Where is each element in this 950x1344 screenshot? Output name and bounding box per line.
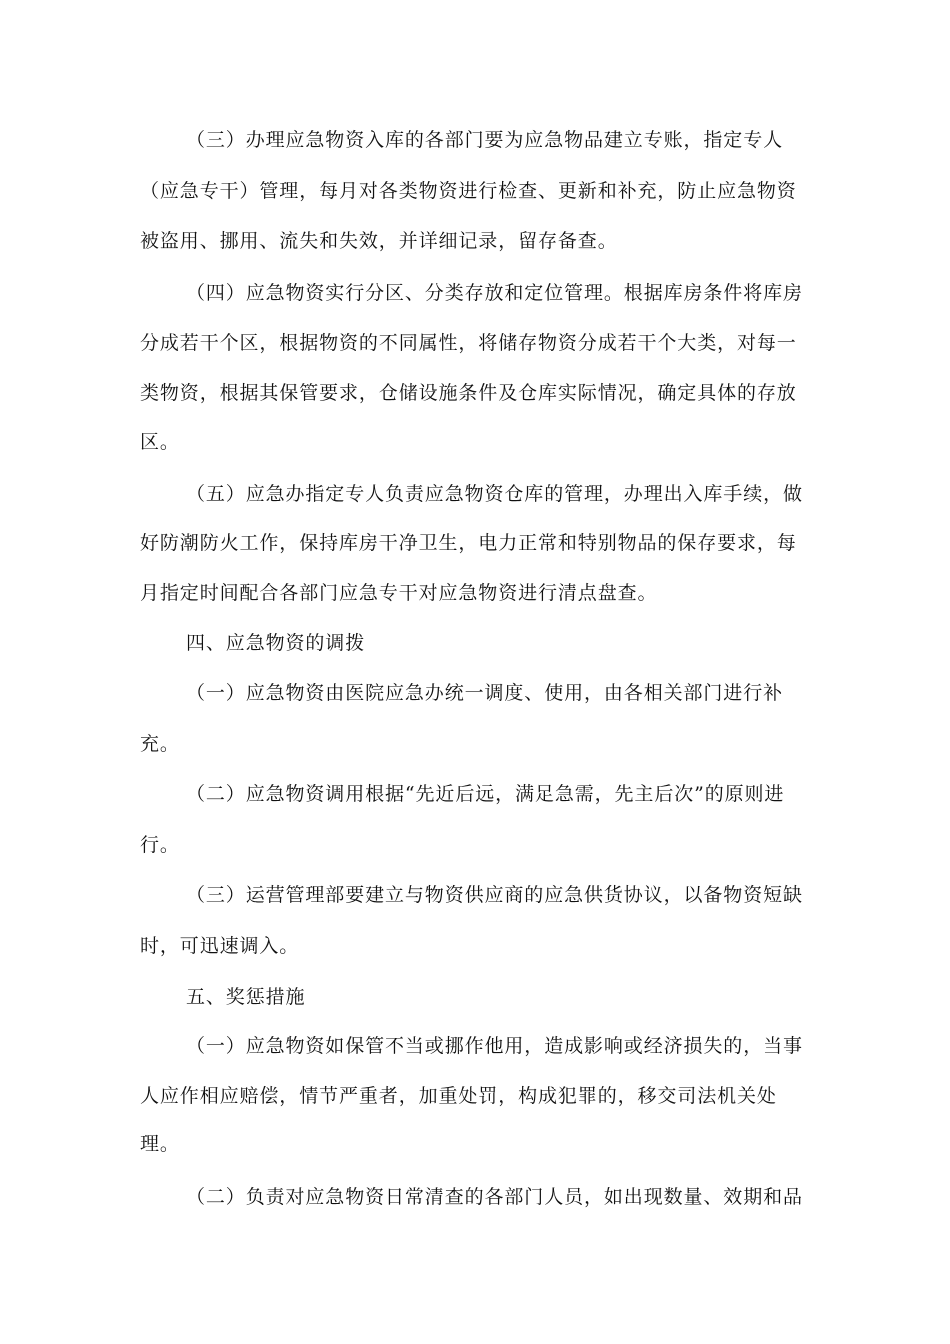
text-line: （二）负责对应急物资日常清查的各部门人员，如出现数量、效期和品: [186, 1186, 803, 1208]
text-line: 行。: [140, 834, 180, 856]
text-line: （五）应急办指定专人负责应急物资仓库的管理，办理出入库手续，做: [186, 483, 803, 505]
text-line: （三）运营管理部要建立与物资供应商的应急供货协议，以备物资短缺: [186, 884, 803, 906]
text-line: （二）应急物资调用根据“先近后远，满足急需，先主后次”的原则进: [186, 783, 785, 805]
text-line: 好防潮防火工作，保持库房干净卫生，电力正常和特别物品的保存要求，每: [140, 532, 797, 554]
text-line: 月指定时间配合各部门应急专干对应急物资进行清点盘查。: [140, 582, 658, 604]
text-line: 被盗用、挪用、流失和失效，并详细记录，留存备查。: [140, 230, 618, 252]
text-line: 类物资，根据其保管要求，仓储设施条件及仓库实际情况，确定具体的存放: [140, 382, 797, 404]
text-line: 分成若干个区，根据物资的不同属性，将储存物资分成若干个大类，对每一: [140, 332, 797, 354]
text-line: （一）应急物资由医院应急办统一调度、使用，由各相关部门进行补: [186, 682, 784, 704]
text-line: 时，可迅速调入。: [140, 935, 300, 957]
section-heading: 四、应急物资的调拨: [186, 632, 366, 654]
text-line: （四）应急物资实行分区、分类存放和定位管理。根据库房条件将库房: [186, 282, 803, 304]
text-line: 区。: [140, 431, 180, 453]
text-line: 充。: [140, 733, 180, 755]
text-line: 人应作相应赔偿，情节严重者，加重处罚，构成犯罪的，移交司法机关处: [140, 1085, 777, 1107]
text-line: （一）应急物资如保管不当或挪作他用，造成影响或经济损失的，当事: [186, 1035, 803, 1057]
text-line: 理。: [140, 1133, 180, 1155]
text-line: （应急专干）管理，每月对各类物资进行检查、更新和补充，防止应急物资: [140, 180, 797, 202]
section-heading: 五、奖惩措施: [186, 986, 306, 1008]
text-line: （三）办理应急物资入库的各部门要为应急物品建立专账，指定专人: [186, 129, 784, 151]
